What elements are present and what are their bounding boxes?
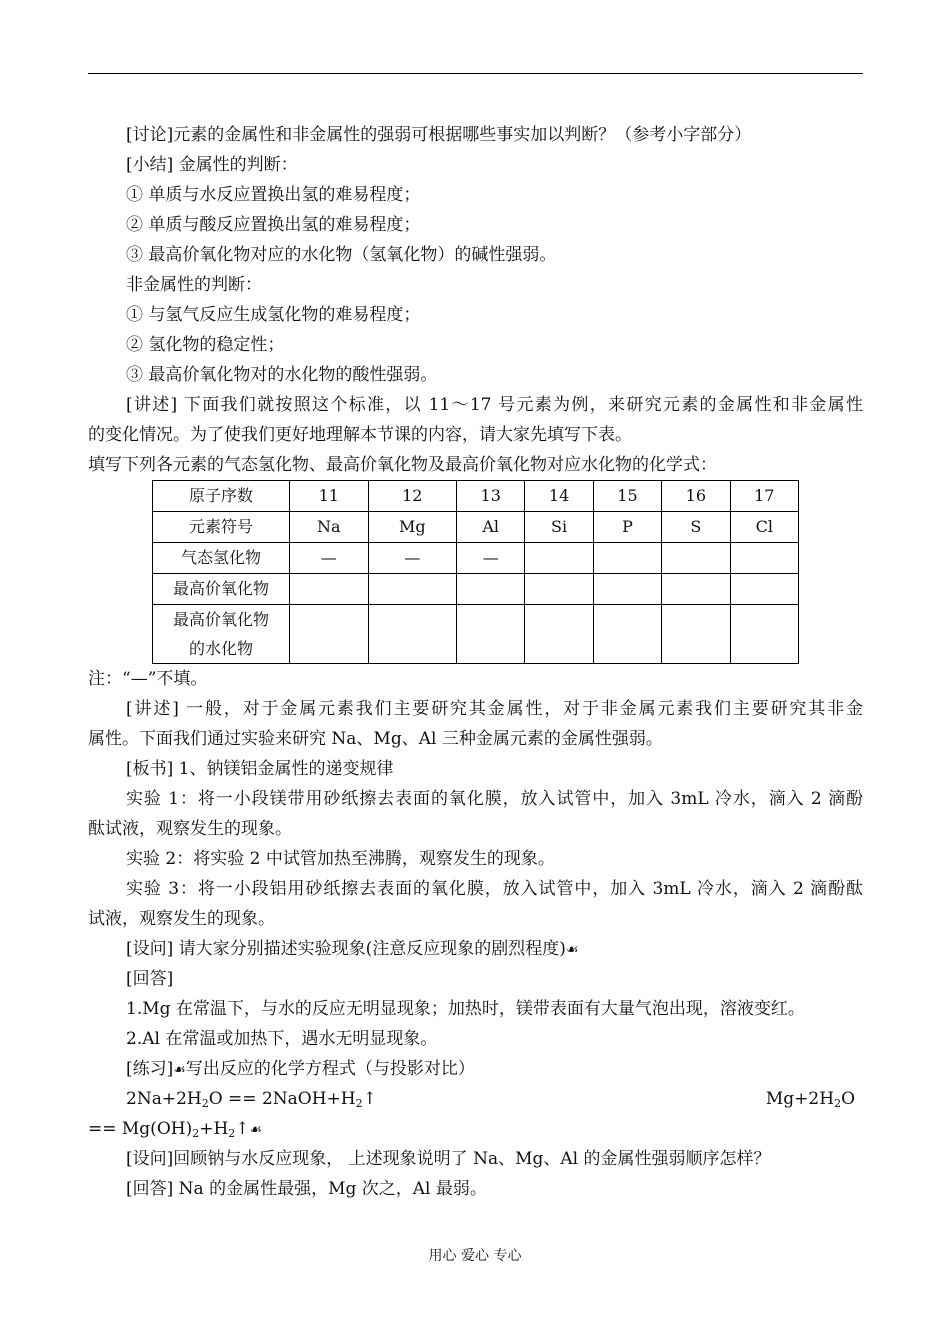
row-label-line-1: 最高价氧化物 <box>172 610 269 629</box>
metal-criterion-2: ② 单质与酸反应置换出氢的难易程度； <box>126 215 421 235</box>
table-cell <box>290 605 369 664</box>
table-cell: Al <box>457 512 525 543</box>
table-cell: Mg <box>368 512 456 543</box>
table-row-hydride <box>153 543 799 574</box>
fleuron-icon: ☙ <box>249 1122 263 1138</box>
table-cell: 14 <box>525 481 593 512</box>
narration-2-line-2: 属性。下面我们通过实验来研究 Na、Mg、Al 三种金属元素的金属性强弱。 <box>88 729 663 749</box>
discussion-question: [讨论]元素的金属性和非金属性的强弱可根据哪些事实加以判断？（参考小字部分） <box>126 125 752 145</box>
fleuron-icon: ☙ <box>173 1062 186 1078</box>
table-cell <box>457 574 525 605</box>
document-body <box>88 120 863 1204</box>
experiment-1-line-1: 实验 1：将一小段镁带用砂纸擦去表面的氧化膜，放入试管中，加入 3mL 冷水，滴入 2 滴酚 <box>126 789 863 809</box>
table-row-symbol <box>153 512 799 543</box>
table-cell <box>525 543 593 574</box>
exercise-label: [练习] <box>126 1059 174 1079</box>
table-cell <box>368 574 456 605</box>
table-cell <box>153 605 290 664</box>
eq-part: Mg+2H <box>765 1089 835 1109</box>
eq-part: == Mg(OH) <box>88 1119 193 1139</box>
summary-heading: [小结] 金属性的判断： <box>126 155 298 175</box>
eq-arrow: ↑ <box>362 1089 377 1109</box>
table-cell <box>662 543 730 574</box>
answer-heading: [回答] <box>126 969 174 989</box>
table-cell: Na <box>290 512 369 543</box>
metal-criterion-1: ① 单质与水反应置换出氢的难易程度； <box>126 185 421 205</box>
table-cell <box>662 605 730 664</box>
table-cell: 12 <box>368 481 456 512</box>
narration-1-line-2: 的变化情况。为了使我们更好地理解本节课的内容，请大家先填写下表。 <box>88 425 632 445</box>
page-footer: 用心 爱心 专心 <box>428 1248 522 1264</box>
table-cell: 15 <box>593 481 661 512</box>
exercise-text: 写出反应的化学方程式（与投影对比） <box>185 1059 475 1079</box>
eq-part: O <box>841 1089 855 1109</box>
eq-part: O == 2NaOH+H <box>208 1089 356 1109</box>
table-row-hydrate <box>153 605 799 664</box>
table-cell <box>662 574 730 605</box>
table-cell: 13 <box>457 481 525 512</box>
answer-al: 2.Al 在常温或加热下，遇水无明显现象。 <box>126 1029 438 1049</box>
answer-2: [回答] Na 的金属性最强，Mg 次之，Al 最弱。 <box>126 1179 487 1199</box>
metal-criterion-3: ③ 最高价氧化物对应的水化物（氢氧化物）的碱性强弱。 <box>126 245 557 265</box>
eq-subscript: 2 <box>201 1097 209 1110</box>
nonmetal-criterion-2: ② 氢化物的稳定性； <box>126 335 285 355</box>
header-rule <box>88 73 863 74</box>
exercise <box>88 1054 863 1084</box>
table-row-oxide <box>153 574 799 605</box>
eq-subscript: 2 <box>834 1097 842 1110</box>
row-label-line-2: 的水化物 <box>188 639 253 658</box>
table-cell: — <box>290 543 369 574</box>
table-cell: S <box>662 512 730 543</box>
table-cell: 原子序数 <box>153 481 290 512</box>
experiment-3-line-1: 实验 3：将一小段铝用砂纸擦去表面的氧化膜，放入试管中，加入 3mL 冷水，滴入 2 滴酚酞 <box>126 879 863 899</box>
table-cell <box>525 605 593 664</box>
narration-1-line-1: [讲述] 下面我们就按照这个标准，以 11～17 号元素为例，来研究元素的金属性和非金属性 <box>126 395 863 415</box>
eq-subscript: 2 <box>192 1127 200 1140</box>
eq-arrow: ↑ <box>235 1119 250 1139</box>
table-cell <box>730 605 798 664</box>
eq-subscript: 2 <box>355 1097 363 1110</box>
table-row-atomic-number <box>153 481 799 512</box>
table-cell: 11 <box>290 481 369 512</box>
element-table <box>152 480 799 664</box>
fleuron-icon: ☙ <box>565 942 579 958</box>
table-cell <box>525 574 593 605</box>
experiment-3-line-2: 试液，观察发生的现象。 <box>88 909 275 929</box>
equation-na <box>126 1084 377 1114</box>
table-instruction: 填写下列各元素的气态氢化物、最高价氧化物及最高价氧化物对应水化物的化学式： <box>88 455 717 475</box>
table-cell: 气态氢化物 <box>153 543 290 574</box>
table-cell <box>290 574 369 605</box>
narration-2-line-1: [讲述] 一般，对于金属元素我们主要研究其金属性，对于非金属元素我们主要研究其非金 <box>126 699 863 719</box>
experiment-1-line-2: 酞试液，观察发生的现象。 <box>88 819 292 839</box>
equation-mg-start <box>766 1084 855 1114</box>
eq-part: +H <box>199 1119 229 1139</box>
table-cell <box>593 543 661 574</box>
table-cell <box>457 605 525 664</box>
table-cell: 最高价氧化物 <box>153 574 290 605</box>
experiment-2: 实验 2：将实验 2 中试管加热至沸腾，观察发生的现象。 <box>126 849 555 869</box>
eq-subscript: 2 <box>228 1127 236 1140</box>
table-cell: Cl <box>730 512 798 543</box>
table-cell: Si <box>525 512 593 543</box>
equation-mg-end <box>88 1114 863 1144</box>
table-cell: P <box>593 512 661 543</box>
table-cell <box>730 574 798 605</box>
table-note: 注：“—”不填。 <box>88 669 208 689</box>
table-cell: 元素符号 <box>153 512 290 543</box>
question-1-text: [设问] 请大家分别描述实验现象(注意反应现象的剧烈程度) <box>126 939 566 959</box>
nonmetal-criterion-1: ① 与氢气反应生成氢化物的难易程度； <box>126 305 421 325</box>
question-1 <box>88 934 863 964</box>
table-cell <box>593 574 661 605</box>
table-cell <box>730 543 798 574</box>
table-cell: — <box>368 543 456 574</box>
eq-part: 2Na+2H <box>126 1089 202 1109</box>
table-cell: — <box>457 543 525 574</box>
equation-line <box>88 1084 863 1114</box>
table-cell <box>593 605 661 664</box>
question-2: [设问]回顾钠与水反应现象， 上述现象说明了 Na、Mg、Al 的金属性强弱顺序怎样？ <box>126 1149 771 1169</box>
nonmetal-heading: 非金属性的判断： <box>126 275 262 295</box>
table-cell <box>368 605 456 664</box>
table-cell: 16 <box>662 481 730 512</box>
nonmetal-criterion-3: ③ 最高价氧化物对的水化物的酸性强弱。 <box>126 365 438 385</box>
answer-mg: 1.Mg 在常温下，与水的反应无明显现象；加热时，镁带表面有大量气泡出现，溶液变红。 <box>126 999 805 1019</box>
board-heading: [板书] 1、钠镁铝金属性的递变规律 <box>126 759 394 779</box>
table-cell: 17 <box>730 481 798 512</box>
